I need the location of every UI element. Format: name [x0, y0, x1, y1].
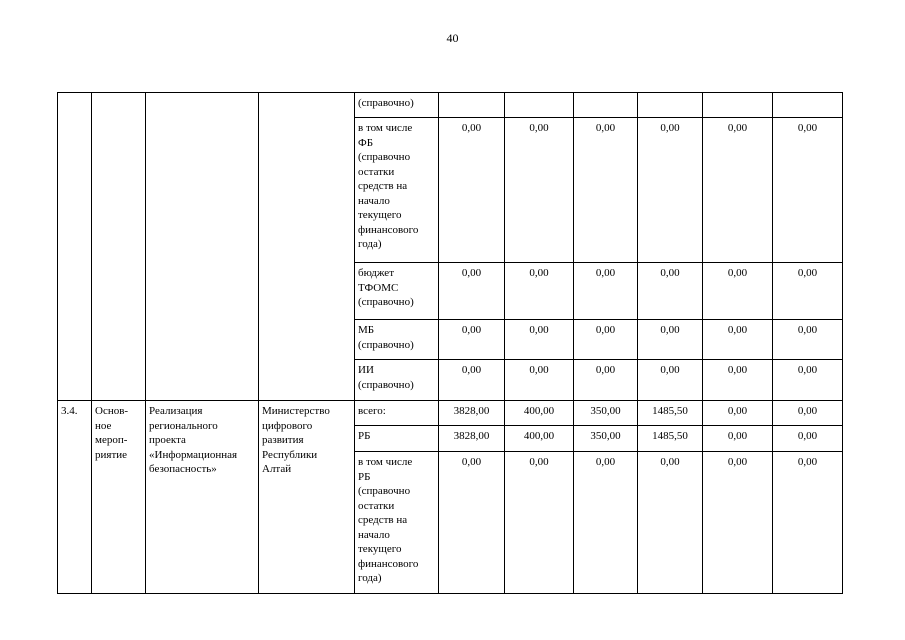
- value-cell: 0,00: [703, 360, 773, 401]
- value-cell: 0,00: [505, 263, 574, 320]
- value-cell: 0,00: [574, 263, 638, 320]
- value-cell: 0,00: [773, 320, 843, 360]
- value-cell: 350,00: [574, 426, 638, 452]
- value-cell: 0,00: [773, 118, 843, 263]
- item-type-cell: [92, 93, 146, 401]
- value-cell: 0,00: [703, 426, 773, 452]
- value-cell: 0,00: [703, 401, 773, 426]
- value-cell: 0,00: [574, 360, 638, 401]
- funding-source-cell: всего:: [355, 401, 439, 426]
- item-executor-cell: [259, 93, 355, 401]
- funding-source-cell: ИИ (справочно): [355, 360, 439, 401]
- page-number: 40: [446, 31, 459, 45]
- value-cell: 0,00: [638, 263, 703, 320]
- value-cell: [773, 93, 843, 118]
- item-number-cell: 3.4.: [58, 401, 92, 594]
- value-cell: 0,00: [703, 320, 773, 360]
- value-cell: 0,00: [574, 320, 638, 360]
- value-cell: 0,00: [773, 263, 843, 320]
- value-cell: 0,00: [703, 118, 773, 263]
- value-cell: 3828,00: [439, 401, 505, 426]
- value-cell: 0,00: [638, 118, 703, 263]
- item-name-cell: Реализация регионального проекта «Информационная безопасность»: [146, 401, 259, 594]
- value-cell: 350,00: [574, 401, 638, 426]
- item-type-cell: Основ- ное мероп- риятие: [92, 401, 146, 594]
- value-cell: 0,00: [505, 452, 574, 594]
- value-cell: 1485,50: [638, 426, 703, 452]
- value-cell: 0,00: [439, 360, 505, 401]
- value-cell: 0,00: [439, 452, 505, 594]
- value-cell: 400,00: [505, 426, 574, 452]
- value-cell: 0,00: [703, 452, 773, 594]
- value-cell: [703, 93, 773, 118]
- funding-source-cell: (справочно): [355, 93, 439, 118]
- funding-source-cell: МБ (справочно): [355, 320, 439, 360]
- value-cell: 0,00: [638, 320, 703, 360]
- value-cell: 0,00: [638, 360, 703, 401]
- item-name-cell: [146, 93, 259, 401]
- value-cell: 0,00: [505, 360, 574, 401]
- value-cell: 0,00: [638, 452, 703, 594]
- value-cell: 0,00: [439, 263, 505, 320]
- value-cell: 0,00: [439, 320, 505, 360]
- value-cell: 0,00: [574, 452, 638, 594]
- funding-source-cell: бюджет ТФОМС (справочно): [355, 263, 439, 320]
- item-executor-cell: Министерство цифрового развития Республики Алтай: [259, 401, 355, 594]
- value-cell: 0,00: [773, 426, 843, 452]
- value-cell: 0,00: [773, 360, 843, 401]
- value-cell: 3828,00: [439, 426, 505, 452]
- value-cell: 1485,50: [638, 401, 703, 426]
- table-row: [58, 93, 843, 118]
- value-cell: 0,00: [703, 263, 773, 320]
- value-cell: 0,00: [439, 118, 505, 263]
- funding-source-cell: в том числе РБ (справочно остатки средств на начало текущего финансового года): [355, 452, 439, 594]
- value-cell: 400,00: [505, 401, 574, 426]
- value-cell: [439, 93, 505, 118]
- value-cell: [574, 93, 638, 118]
- budget-table: [57, 92, 843, 594]
- value-cell: [505, 93, 574, 118]
- value-cell: 0,00: [574, 118, 638, 263]
- value-cell: [638, 93, 703, 118]
- table-row: [58, 401, 843, 426]
- item-number-cell: [58, 93, 92, 401]
- value-cell: 0,00: [505, 118, 574, 263]
- funding-source-cell: в том числе ФБ (справочно остатки средств на начало текущего финансового года): [355, 118, 439, 263]
- value-cell: 0,00: [773, 452, 843, 594]
- funding-source-cell: РБ: [355, 426, 439, 452]
- value-cell: 0,00: [505, 320, 574, 360]
- value-cell: 0,00: [773, 401, 843, 426]
